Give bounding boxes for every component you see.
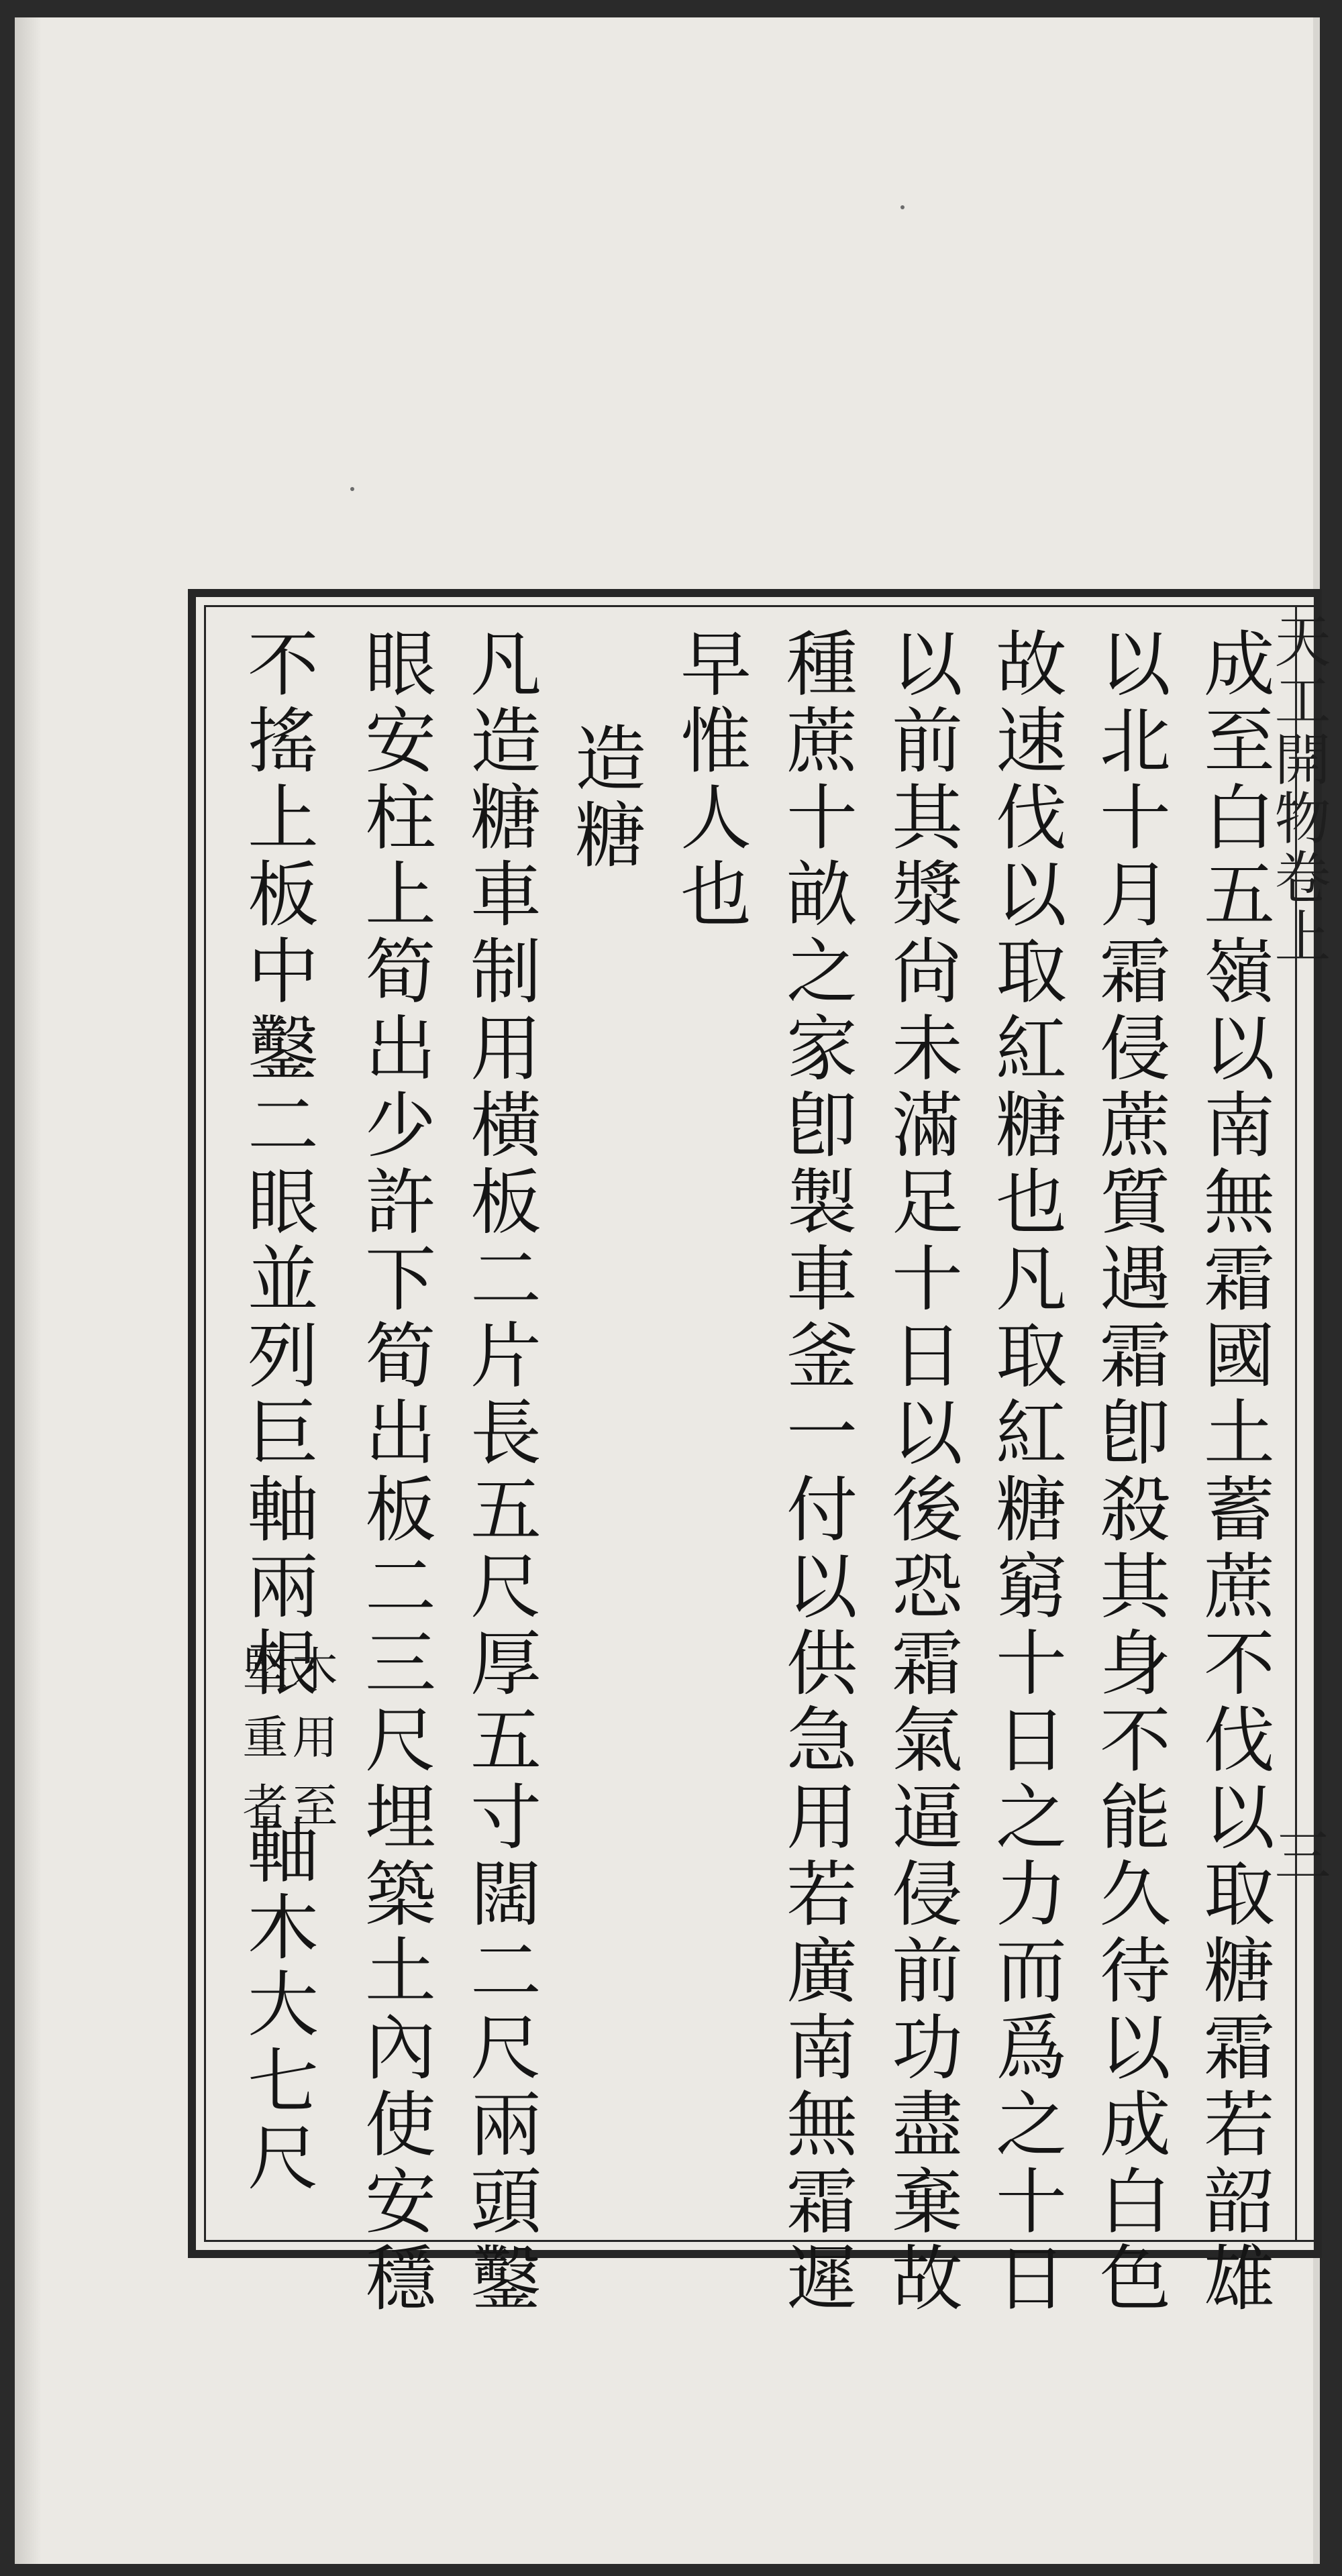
text-column-6: 早惟人也 [669, 627, 752, 934]
note-right-line: 木用至 [285, 1645, 338, 1850]
block-margin [1266, 605, 1331, 2242]
text-column-9: 眼安柱上筍出少許下筍出板二三尺埋築土內使安穩 [354, 627, 436, 2318]
text-column-4: 以前其漿尙未滿足十日以後恐霜氣逼侵前功盡棄故 [880, 627, 963, 2318]
paper-speck [350, 487, 354, 491]
text-column-1: 成至白五嶺以南無霜國土蓄蔗不伐以取糖霜若韶雄 [1192, 627, 1275, 2318]
text-column-5: 種蔗十畝之家卽製車釜一付以供急用若廣南無霜遲 [775, 627, 858, 2318]
section-heading: 造糖 [564, 721, 646, 875]
spine-shadow [15, 17, 42, 2564]
text-column-3: 故速伐以取紅糖也凡取紅糖窮十日之力而爲之十日 [984, 627, 1067, 2318]
text-column-10-tail: 軸木大七尺 [236, 1813, 319, 2198]
text-column-10: 不搖上板中鑿二眼並列巨軸兩根 [236, 627, 319, 1703]
text-column-8: 凡造糖車制用橫板二片長五尺厚五寸闊二尺兩頭鑿 [459, 627, 541, 2318]
note-left-line: 堅重者 [235, 1645, 288, 1850]
margin-book-title: 天工開物卷上 [1266, 612, 1331, 966]
text-column-2: 以北十月霜侵蔗質遇霜卽殺其身不能久待以成白色 [1088, 627, 1171, 2318]
margin-page-number: 三 [1266, 1826, 1331, 1882]
paper-speck [900, 205, 905, 209]
